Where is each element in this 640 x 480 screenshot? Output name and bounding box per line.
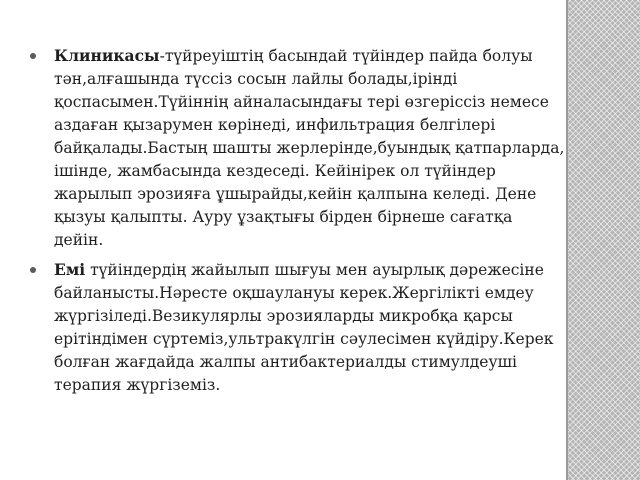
bullet-icon [30,267,36,273]
bullet-text: -түйреуіштің басындай түйіндер пайда болуы тән,алғашында түссіз сосын лайлы болады,ірінді қоспасымен.Түйіннің айналасындағы тері өзгеріссіз немесе аздаған қызарумен көрінеді, инфильтрация белгілері байқалады.Бастың шашты жерлерінде,буындық қатпарларда, ішінде, жамбасында кездеседі. Кейінірек ол түйіндер жарылып эрозияға ұшырайды,кейін қалпына келеді. Дене қызуы қалыпты. Ауру ұзақтығы бірден бірнеше сағатқа дейін. [54,47,565,249]
bullet-term: Клиникасы [54,46,160,65]
bullet-list [28,44,566,403]
bullet-item-clinic [28,44,566,252]
bullet-text: түйіндердің жайылып шығуы мен ауырлық дәрежесіне байланысты.Нәресте оқшаулануы керек.Жергілікті емдеу жүргізіледі.Везикулярлы эрозияларды микробқа қарсы ерітіндімен сүртеміз,ультракүлгін сәулесімен күйдіру.Керек болған жағдайда жалпы антибактериалды стимулдеуші терапия жүргіземіз. [54,261,554,394]
bullet-icon [30,53,36,59]
decorative-side-strip [568,0,640,480]
bullet-term: Емі [54,260,86,279]
bullet-item-treatment [28,258,566,397]
